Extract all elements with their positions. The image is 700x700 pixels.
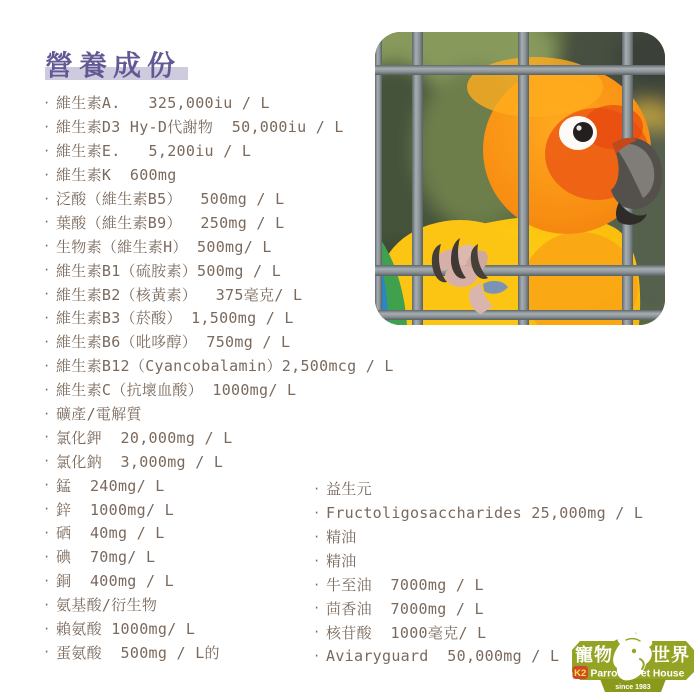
list-item-text: 氯化鉀 20,000mg / L [56, 428, 233, 447]
bullet-dot: · [313, 529, 321, 544]
list-item-text: 泛酸（維生素B5） 500mg / L [56, 190, 285, 208]
bullet-dot: · [43, 287, 51, 302]
list-item [43, 449, 394, 473]
bullet-dot: · [43, 143, 51, 158]
bullet-dot: · [43, 167, 51, 182]
list-item [43, 378, 394, 402]
list-item [43, 306, 394, 330]
list-item-text: 銅 400mg / L [56, 572, 174, 591]
bullet-dot: · [43, 621, 51, 636]
list-item-text: 維生素B2（核黃素） 375毫克/ L [56, 285, 303, 304]
bullet-dot: · [43, 239, 51, 254]
logo-name-text: Parrot & Pet House [590, 668, 685, 680]
list-item [43, 115, 394, 139]
list-item-text: 維生素C（抗壞血酸） 1000mg/ L [56, 381, 297, 400]
logo-since-text: since 1983 [615, 684, 651, 691]
bullet-dot: · [43, 406, 51, 421]
parrot-photo-illustration [375, 32, 665, 325]
list-item-text: 礦產/電解質 [56, 405, 142, 424]
bullet-dot: · [43, 358, 51, 373]
list-item-text: 維生素K 600mg [56, 166, 177, 185]
list-item-text: 蛋氨酸 500mg / L的 [56, 643, 220, 662]
list-item [43, 330, 394, 354]
bullet-dot: · [43, 573, 51, 588]
bullet-dot: · [313, 553, 321, 568]
list-item [313, 525, 643, 549]
list-item-text: Aviaryguard 50,000mg / L [326, 647, 560, 666]
logo-cjk-left: 寵物 [575, 645, 613, 666]
list-item [43, 234, 394, 258]
bullet-dot: · [313, 649, 321, 664]
bullet-dot: · [313, 601, 321, 616]
bullet-dot: · [43, 263, 51, 278]
bullet-dot: · [43, 454, 51, 469]
list-item-text: 核苷酸 1000毫克/ L [326, 623, 487, 642]
bullet-dot: · [43, 549, 51, 564]
list-item-text: 氯化鈉 3,000mg / L [56, 452, 224, 471]
list-item-text: 生物素（維生素H） 500mg/ L [56, 237, 272, 256]
list-item-text: 維生素B6（吡哆醇） 750mg / L [56, 333, 291, 352]
bullet-dot: · [43, 597, 51, 612]
list-item-text: 氨基酸/衍生物 [56, 596, 158, 615]
bullet-dot: · [43, 119, 51, 134]
bullet-dot: · [43, 215, 51, 230]
list-item [313, 501, 643, 525]
bullet-dot: · [313, 625, 321, 640]
list-item [313, 573, 643, 597]
list-item [43, 210, 394, 234]
store-logo [570, 630, 696, 693]
bullet-dot: · [43, 645, 51, 660]
k2-badge-text: K2 [574, 668, 587, 679]
bullet-dot: · [313, 481, 321, 496]
list-item [43, 425, 394, 449]
list-item-text: 精油 [326, 552, 357, 571]
list-item [313, 596, 643, 620]
bullet-dot: · [43, 478, 51, 493]
list-item-text: 精油 [326, 528, 357, 547]
list-item-text: 碘 70mg/ L [56, 548, 156, 567]
bullet-dot: · [43, 310, 51, 325]
list-item-text: 牛至油 7000mg / L [326, 576, 484, 594]
list-item-text: 硒 40mg / L [56, 524, 165, 543]
list-item [43, 258, 394, 282]
bullet-dot: · [43, 95, 51, 110]
list-item-text: 維生素D3 Hy-D代謝物 50,000iu / L [56, 118, 344, 137]
list-item [43, 163, 394, 187]
bullet-dot: · [43, 382, 51, 397]
bullet-dot: · [313, 505, 321, 520]
list-item [43, 139, 394, 163]
bullet-dot: · [43, 430, 51, 445]
list-item-text: 錳 240mg/ L [56, 476, 165, 495]
list-item-text: 葉酸（維生素B9） 250mg / L [56, 213, 285, 232]
list-item-text: Fructoligosaccharides 25,000mg / L [326, 503, 644, 522]
bullet-dot: · [43, 525, 51, 540]
list-item-text: 益生元 [326, 480, 372, 499]
list-item-text: 維生素A. 325,000iu / L [56, 94, 270, 113]
list-item-text: 維生素B12（Cyancobalamin）2,500mcg / L [56, 357, 394, 376]
list-item [43, 402, 394, 426]
list-item [43, 354, 394, 378]
product-photo [375, 32, 665, 325]
bullet-dot: · [313, 577, 321, 592]
list-item-text: 維生素E. 5,200iu / L [56, 142, 252, 161]
list-item [43, 282, 394, 306]
list-item-text: 維生素B3（菸酸） 1,500mg / L [56, 309, 294, 328]
bullet-dot: · [43, 334, 51, 349]
page-title: 營養成份 [45, 49, 182, 82]
list-item-text: 鋅 1000mg/ L [56, 500, 174, 519]
list-item-text: 賴氨酸 1000mg/ L [56, 620, 196, 639]
list-item [313, 477, 643, 501]
list-item-text: 維生素B1（硫胺素）500mg / L [56, 261, 282, 280]
list-item [43, 91, 394, 115]
bullet-dot: · [43, 191, 51, 206]
list-item [313, 549, 643, 573]
list-item [43, 187, 394, 211]
bullet-dot: · [43, 502, 51, 517]
logo-cjk-right: 世界 [652, 645, 690, 666]
list-item-text: 茴香油 7000mg / L [326, 599, 484, 618]
